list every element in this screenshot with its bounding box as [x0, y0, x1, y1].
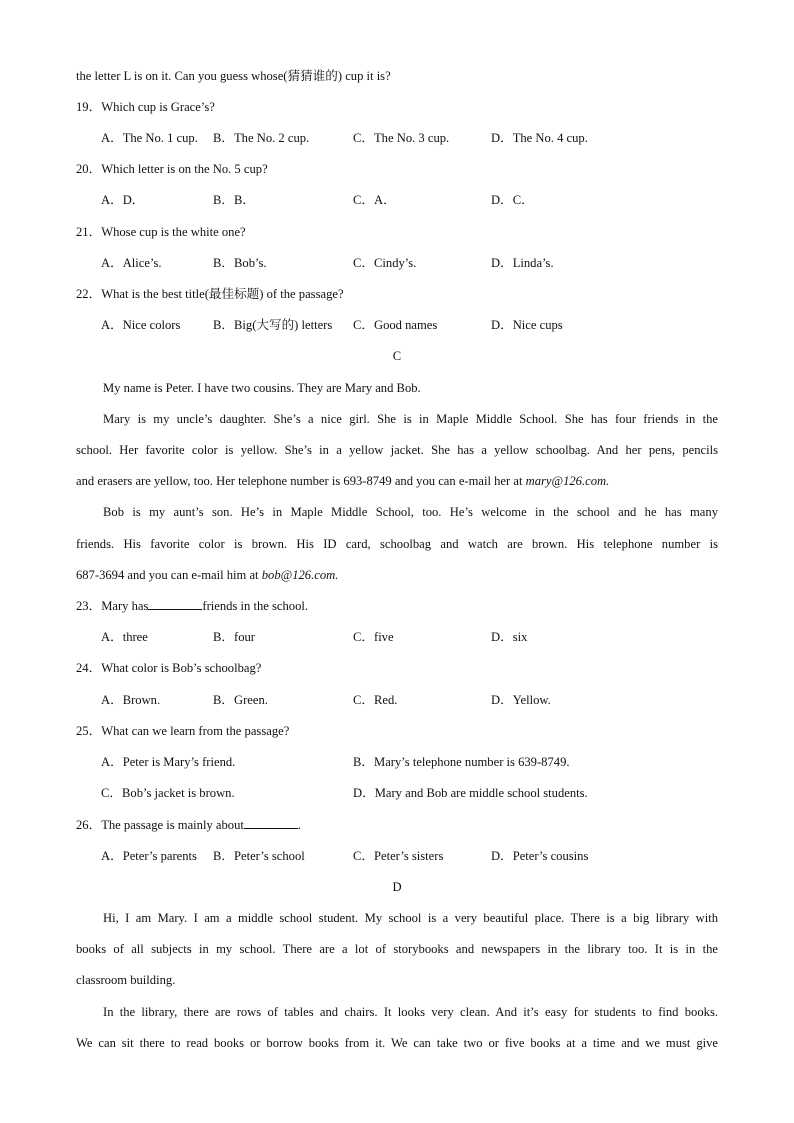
section-d-p1-line-1: Hi, I am Mary. I am a middle school student. My school is a very beautiful place. There is a big library with [103, 911, 718, 925]
q22-option-d[interactable]: D．Nice cups [491, 318, 563, 332]
section-c-p3-line-3 [76, 567, 338, 583]
section-d-heading: D [392, 880, 402, 894]
q22-option-b[interactable]: B．Big(大写的) letters [213, 318, 333, 332]
section-c-p2-line-2: school. Her favorite color is yellow. She’s in a yellow jacket. She has a yellow schoolbag. And her pens, pencils [76, 443, 718, 457]
q20-option-b[interactable]: B．B． [213, 193, 255, 207]
q23-stem-end: friends in the school. [202, 599, 309, 613]
mary-email: mary@126.com. [525, 474, 610, 488]
p3-line-3-text: 687-3694 and you can e-mail him at [76, 568, 262, 582]
q20-option-c[interactable]: C．A． [353, 193, 396, 207]
q22-option-c[interactable]: C．Good names [353, 318, 438, 332]
bob-email: bob@126.com. [261, 568, 339, 582]
q26-option-a[interactable]: A．Peter’s parents [101, 849, 197, 863]
q23-stem-start: 23．Mary has [76, 599, 149, 613]
q24-option-b[interactable]: B．Green. [213, 693, 268, 707]
question-24-stem: 24．What color is Bob’s schoolbag? [76, 661, 262, 675]
q24-option-c[interactable]: C．Red. [353, 693, 398, 707]
section-c-heading: C [392, 349, 402, 363]
q20-option-a[interactable]: A．D． [101, 193, 145, 207]
question-26-stem [76, 817, 301, 833]
q19-option-b[interactable]: B．The No. 2 cup. [213, 131, 310, 145]
q26-stem-start: 26．The passage is mainly about [76, 818, 244, 832]
q23-option-d[interactable]: D．six [491, 630, 528, 644]
section-c-paragraph-1: My name is Peter. I have two cousins. They are Mary and Bob. [103, 381, 421, 395]
q25-option-b[interactable]: B．Mary’s telephone number is 639-8749. [353, 755, 570, 769]
q24-option-a[interactable]: A．Brown. [101, 693, 161, 707]
q23-option-a[interactable]: A．three [101, 630, 148, 644]
q23-option-c[interactable]: C．five [353, 630, 394, 644]
section-d-p1-line-2: books of all subjects in my school. There are a lot of storybooks and newspapers in the library too. It is in the [76, 942, 718, 956]
q19-option-c[interactable]: C．The No. 3 cup. [353, 131, 450, 145]
section-c-p2-line-1: Mary is my uncle’s daughter. She’s a nice girl. She is in Maple Middle School. She has four friends in the [103, 412, 718, 426]
answer-blank[interactable] [148, 598, 202, 610]
q26-option-b[interactable]: B．Peter’s school [213, 849, 305, 863]
section-d-p2-line-1: In the library, there are rows of tables and chairs. It looks very clean. And it’s easy for students to find books. [103, 1005, 718, 1019]
question-20-stem: 20．Which letter is on the No. 5 cup? [76, 162, 268, 176]
q25-option-a[interactable]: A．Peter is Mary’s friend. [101, 755, 236, 769]
section-d-p1-line-3: classroom building. [76, 973, 176, 987]
q19-option-a[interactable]: A．The No. 1 cup. [101, 131, 198, 145]
q26-option-c[interactable]: C．Peter’s sisters [353, 849, 444, 863]
section-c-p3-line-1: Bob is my aunt’s son. He’s in Maple Middle School, too. He’s welcome in the school and he has many [103, 505, 718, 519]
q19-option-d[interactable]: D．The No. 4 cup. [491, 131, 588, 145]
q21-option-a[interactable]: A．Alice’s. [101, 256, 162, 270]
section-c-p2-line-3 [76, 473, 609, 489]
q26-option-d[interactable]: D．Peter’s cousins [491, 849, 589, 863]
q21-option-b[interactable]: B．Bob’s. [213, 256, 267, 270]
question-21-stem: 21．Whose cup is the white one? [76, 225, 246, 239]
q20-option-d[interactable]: D．C． [491, 193, 534, 207]
section-d-p2-line-2: We can sit there to read books or borrow books from it. We can take two or five books at a time and we must give [76, 1036, 718, 1050]
passage-text-line: the letter L is on it. Can you guess whose(猜猜谁的) cup it is? [76, 69, 391, 83]
q25-option-c[interactable]: C．Bob’s jacket is brown. [101, 786, 235, 800]
q22-option-a[interactable]: A．Nice colors [101, 318, 181, 332]
q25-option-d[interactable]: D．Mary and Bob are middle school students. [353, 786, 588, 800]
question-23-stem [76, 598, 308, 614]
answer-blank[interactable] [244, 817, 298, 829]
section-c-p3-line-2: friends. His favorite color is brown. His ID card, schoolbag and watch are brown. His telephone number is [76, 537, 718, 551]
question-22-stem: 22．What is the best title(最佳标题) of the passage? [76, 287, 344, 301]
question-19-stem: 19．Which cup is Grace’s? [76, 100, 215, 114]
q26-stem-end: . [297, 818, 302, 832]
question-25-stem: 25．What can we learn from the passage? [76, 724, 290, 738]
p2-line-3-text: and erasers are yellow, too. Her telephone number is 693-8749 and you can e-mail her at [76, 474, 526, 488]
q21-option-d[interactable]: D．Linda’s. [491, 256, 554, 270]
q21-option-c[interactable]: C．Cindy’s. [353, 256, 417, 270]
q23-option-b[interactable]: B．four [213, 630, 255, 644]
q24-option-d[interactable]: D．Yellow. [491, 693, 551, 707]
